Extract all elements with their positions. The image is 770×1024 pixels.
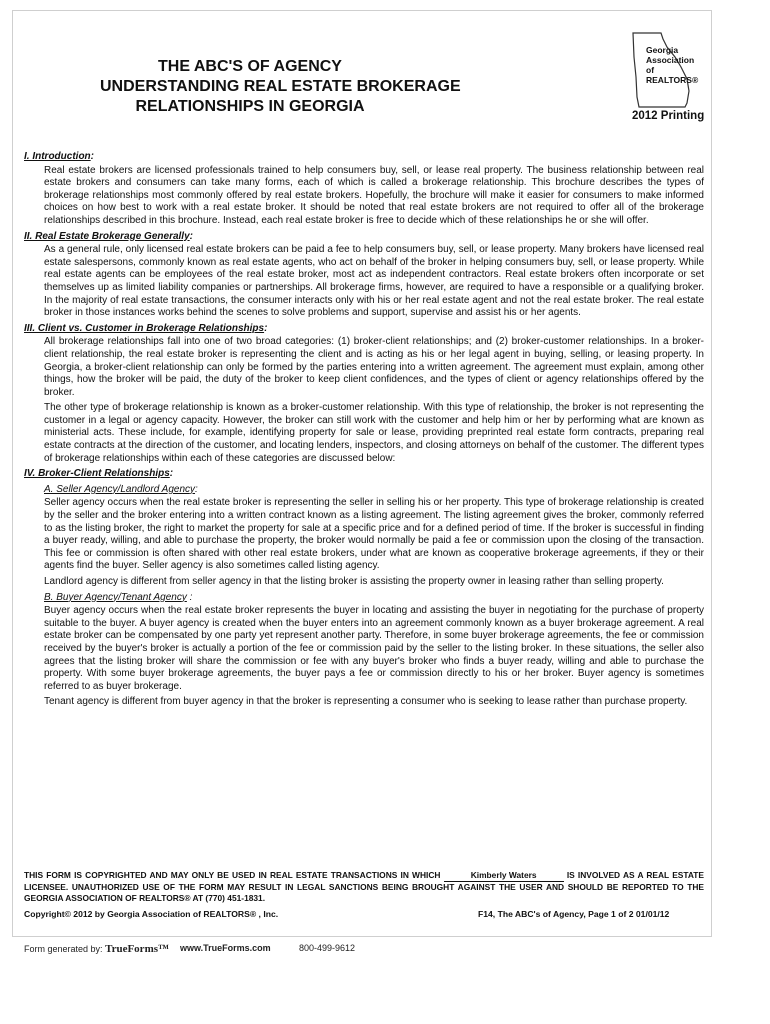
trueforms-website-link[interactable]: www.TrueForms.com — [180, 943, 271, 953]
agent-name-field[interactable]: Kimberly Waters — [444, 870, 564, 882]
logo-text — [646, 45, 705, 85]
general-paragraph: As a general rule, only licensed real estate brokers can be paid a fee to help consumers buy, sell, or lease property. Many brokers have licensed real estate salespersons, commonly known as real estate agents, who act on behalf of the broker in helping consumers buy, sell, or lease property. While real estate agents can be employees of the real estate broker, most act as independent contractors. Real estate brokers often incorporate or set themselves up as limited liability companies or partnerships. All brokerage firms, however, are required to have a responsible or a qualifying broker. In the majority of real estate transactions, the consumer interacts only with his or her real estate agent and not the real estate broker. The real estate broker in those instances works behind the scenes to solve problems and support, supervise and assist his or her agents. — [44, 244, 704, 319]
document-body — [24, 148, 704, 712]
copyright-notice — [24, 870, 704, 904]
generator-label: Form generated by: — [24, 944, 103, 954]
generator-bar — [24, 943, 356, 955]
section-heading-broker-client: IV. Broker-Client Relationships: — [24, 468, 174, 480]
title-line-1: THE ABC'S OF AGENCY — [158, 58, 342, 75]
seller-agency-paragraph: Seller agency occurs when the real estate broker is representing the seller in selling his or her property. This type of brokerage relationship is created by the seller and the broker entering into a written contract known as a listing agreement. The listing agreement gives the broker, commonly referred to as the listing broker, the right to market the property for sale at a specific price and for a defined period of time. If the broker is successful in finding a buyer ready, willing, and able to purchase the property, the broker would normally be paid a fee or commission upon the closing of the transaction. This fee or commission is often shared with other real estate brokers, under what are known as cooperative brokerage agreements, if they or their agents find the buyer. Seller agency is also sometimes called listing agency. — [44, 497, 704, 572]
buyer-agency-paragraph: Buyer agency occurs when the real estate broker represents the buyer in locating and assisting the buyer in negotiating for the purchase of property suitable to the buyer. A buyer agency is created when the buyer enters into an agreement commonly known as a buyer brokerage agreement. A real estate broker can be compensated by one party yet represent another party. Therefore, in some buyer brokerage agreements, the fee or commission received by the buyer's broker is actually a portion of the fee or commission paid by the seller to the listing broker. In these situations, the seller also agrees that the listing broker will share the commission or fee with any buyer's broker who finds a buyer ready, willing and able to purchase the property. With some buyer brokerage agreements, the buyer pays a fee or commission directly to his or her broker. Buyer agency is sometimes referred to as buyer brokerage. — [44, 605, 704, 692]
section-heading-introduction: I. Introduction: — [24, 151, 94, 162]
section-heading-brokerage-generally: II. Real Estate Brokerage Generally: — [24, 230, 193, 242]
logo-line-2: Association — [646, 55, 695, 65]
client-customer-paragraph-2: The other type of brokerage relationship is known as a broker-customer relationship. With this type of relationship, the broker is not representing the customer in a legal or agency capacity. However, the broker can still work with the customer and help him or her by performing what are known as ministerial acts. These include, for example, identifying property for sale or lease, providing preprinted real estate form contracts, preparing real estate contracts at the direction of the customer, and locating lenders, inspectors, and closing attorneys on behalf of the customer. The different types of brokerage relationships within each of these categories are discussed below: — [44, 402, 704, 464]
notice-text-end: IS INVOLVED AS A REAL ESTATE LICENSEE. UNAUTHORIZED USE OF THE FORM MAY RESULT IN LEGAL SANCTIONS BEING BROUGHT AGAINST THE USER AND SHOULD BE REPORTED TO THE GEORGIA ASSOCIATION OF REALTORS® AT (770) 451-1831. — [24, 870, 704, 903]
subheading-seller-agency: A. Seller Agency/Landlord Agency: — [44, 483, 198, 495]
trueforms-phone: 800-499-9612 — [299, 943, 356, 953]
printing-year: 2012 Printing — [632, 110, 705, 122]
logo-line-3: of REALTORS® — [646, 65, 699, 85]
subheading-buyer-agency: B. Buyer Agency/Tenant Agency : — [44, 591, 193, 603]
logo-line-1: Georgia — [646, 45, 679, 55]
section-heading-client-vs-customer: III. Client vs. Customer in Brokerage Relationships: — [24, 322, 268, 334]
tenant-agency-paragraph: Tenant agency is different from buyer agency in that the broker is representing a consumer who is seeking to lease rather than purchase property. — [44, 696, 688, 708]
intro-paragraph: Real estate brokers are licensed professionals trained to help consumers buy, sell, or lease real property. The business relationship between real estate brokers and consumers can take many forms, each of which is called a brokerage relationship. This brochure describes the types of brokerage relationships most commonly offered by real estate brokers. Hopefully, the brochure will make it easier for consumers to make informed choices on how best to work with a real estate broker. It should be noted that real estate brokers are not required to offer all of the brokerage relationships described in this brochure. Instead, each real estate broker is free to decide which of these relationships he or she will offer. — [44, 164, 704, 226]
copyright-line: Copyright© 2012 by Georgia Association of REALTORS® , Inc. — [24, 909, 279, 919]
title-line-3: RELATIONSHIPS IN GEORGIA — [135, 98, 365, 115]
client-customer-paragraph-1: All brokerage relationships fall into one of two broad categories: (1) broker-client relationships; and (2) broker-customer relationships. In a broker-client relationship, the real estate broker is representing the client and is acting as his or her legal agent in buying, selling, or leasing property. In Georgia, a broker-client relationship can only be formed by the parties entering into a written agreement. The agreement must explain, among other things, how the broker will be paid, the duty of the broker to keep client confidences, and the types of client or agency relationships offered by the broker. — [44, 336, 704, 398]
landlord-agency-paragraph: Landlord agency is different from seller agency in that the listing broker is assisting the property owner in leasing rather than selling property. — [44, 576, 664, 587]
title-line-2: UNDERSTANDING REAL ESTATE BROKERAGE — [100, 78, 461, 95]
document-title — [100, 57, 461, 117]
trueforms-logo: TrueForms™ — [105, 943, 170, 955]
form-page-info: F14, The ABC's of Agency, Page 1 of 2 01/01/12 — [478, 909, 670, 919]
notice-text-start: THIS FORM IS COPYRIGHTED AND MAY ONLY BE USED IN REAL ESTATE TRANSACTIONS IN WHICH — [24, 870, 441, 880]
